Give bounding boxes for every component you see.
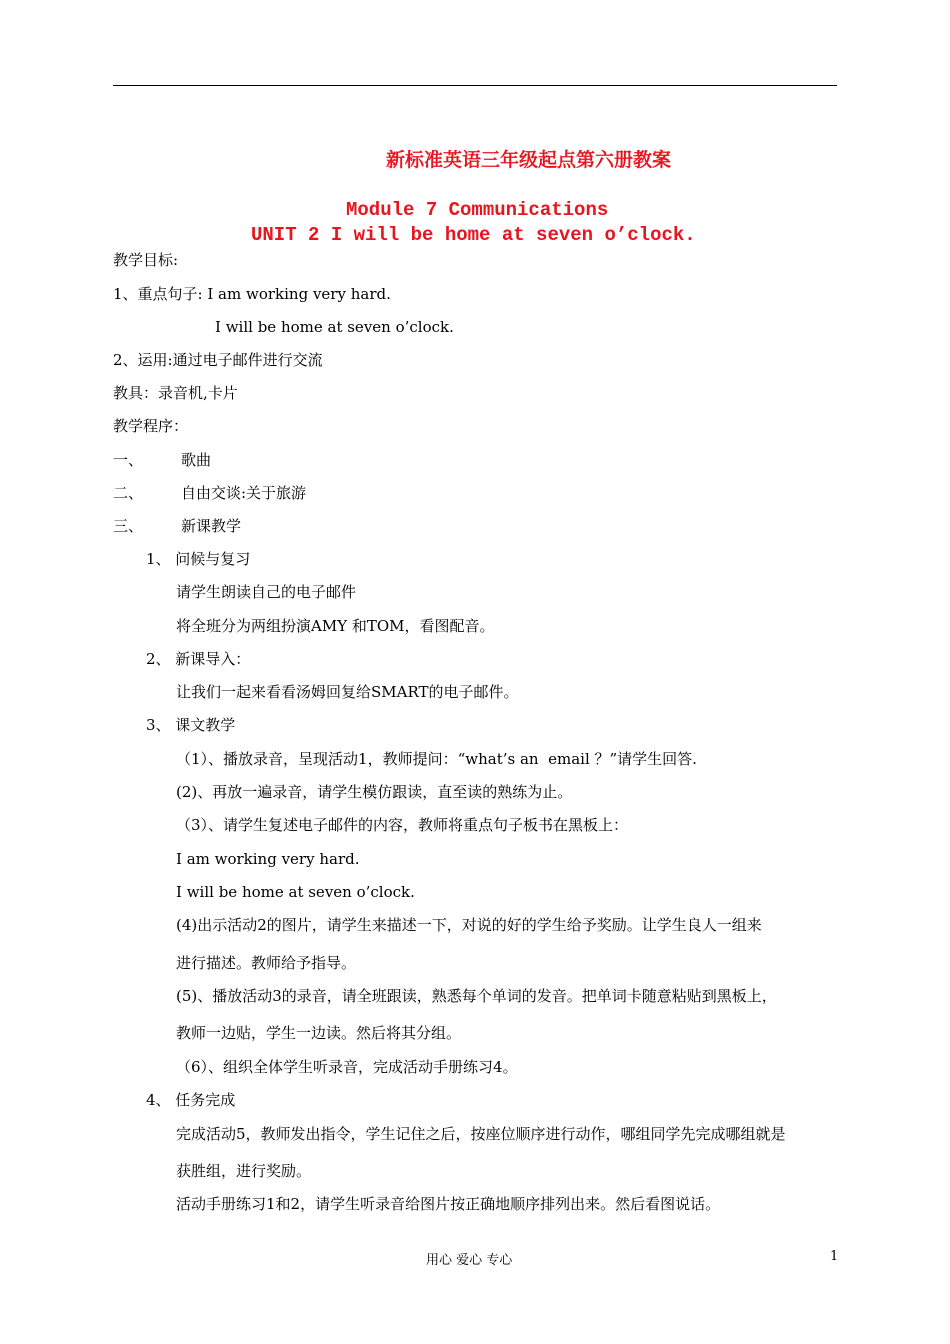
- tools-line: 教具：录音机,卡片: [113, 384, 238, 402]
- board-sentence-2: I will be home at seven o’clock.: [176, 883, 415, 901]
- key-sentence-1: 1、重点句子: I am working very hard.: [113, 285, 391, 303]
- activity-6: （6）、组织全体学生听录音，完成活动手册练习4。: [176, 1058, 518, 1076]
- key-sentence-2: I will be home at seven o’clock.: [215, 318, 454, 336]
- activity-2: (2)、再放一遍录音，请学生模仿跟读，直至读的熟练为止。: [176, 783, 573, 801]
- activity-4-line-2: 进行描述。教师给予指导。: [176, 954, 357, 972]
- step-1-number: 一、: [113, 451, 144, 469]
- footer-motto: 用心 爱心 专心: [426, 1253, 513, 1268]
- doc-title: 新标准英语三年级起点第六册教案: [386, 149, 672, 171]
- objectives-label: 教学目标:: [113, 251, 179, 269]
- task-line-3: 活动手册练习1和2，请学生听录音给图片按正确地顺序排列出来。然后看图说话。: [176, 1195, 721, 1213]
- activity-5-line-1: (5)、播放活动3的录音，请全班跟读，熟悉每个单词的发音。把单词卡随意粘贴到黑板上，: [176, 987, 777, 1005]
- activity-4-line-1: (4)出示活动2的图片，请学生来描述一下，对说的好的学生给予奖励。让学生良人一组来: [176, 916, 762, 934]
- page-number: 1: [830, 1249, 839, 1264]
- procedure-label: 教学程序：: [113, 417, 189, 435]
- activity-5-line-2: 教师一边贴，学生一边读。然后将其分组。: [176, 1024, 462, 1042]
- header-rule: [113, 85, 837, 86]
- step-3-text: 新课教学: [181, 517, 242, 535]
- substep-2: 2、 新课导入：: [146, 650, 251, 668]
- step-2-number: 二、: [113, 484, 144, 502]
- board-sentence-1: I am working very hard.: [176, 850, 360, 868]
- task-line-2: 获胜组，进行奖励。: [176, 1162, 312, 1180]
- step-1-text: 歌曲: [181, 451, 212, 469]
- substep-1-line-2: 将全班分为两组扮演AMY 和TOM，看图配音。: [176, 617, 495, 635]
- step-2-text: 自由交谈:关于旅游: [181, 484, 307, 502]
- module-heading: Module 7 Communications: [346, 199, 609, 221]
- substep-3: 3、 课文教学: [146, 716, 236, 734]
- substep-1: 1、 问候与复习: [146, 550, 251, 568]
- activity-1: （1）、播放录音，呈现活动1，教师提问：“what’s an email ？”请学生回答.: [176, 750, 697, 768]
- unit-heading: UNIT 2 I will be home at seven o’clock.: [251, 224, 696, 246]
- substep-4: 4、 任务完成: [146, 1091, 236, 1109]
- substep-1-line-1: 请学生朗读自己的电子邮件: [176, 583, 357, 601]
- step-3-number: 三、: [113, 517, 144, 535]
- task-line-1: 完成活动5，教师发出指令，学生记住之后，按座位顺序进行动作，哪组同学先完成哪组就是: [176, 1125, 786, 1143]
- usage-line: 2、运用:通过电子邮件进行交流: [113, 351, 323, 369]
- activity-3: （3）、请学生复述电子邮件的内容，教师将重点句子板书在黑板上：: [176, 816, 629, 834]
- substep-2-line-1: 让我们一起来看看汤姆回复给SMART的电子邮件。: [176, 683, 519, 701]
